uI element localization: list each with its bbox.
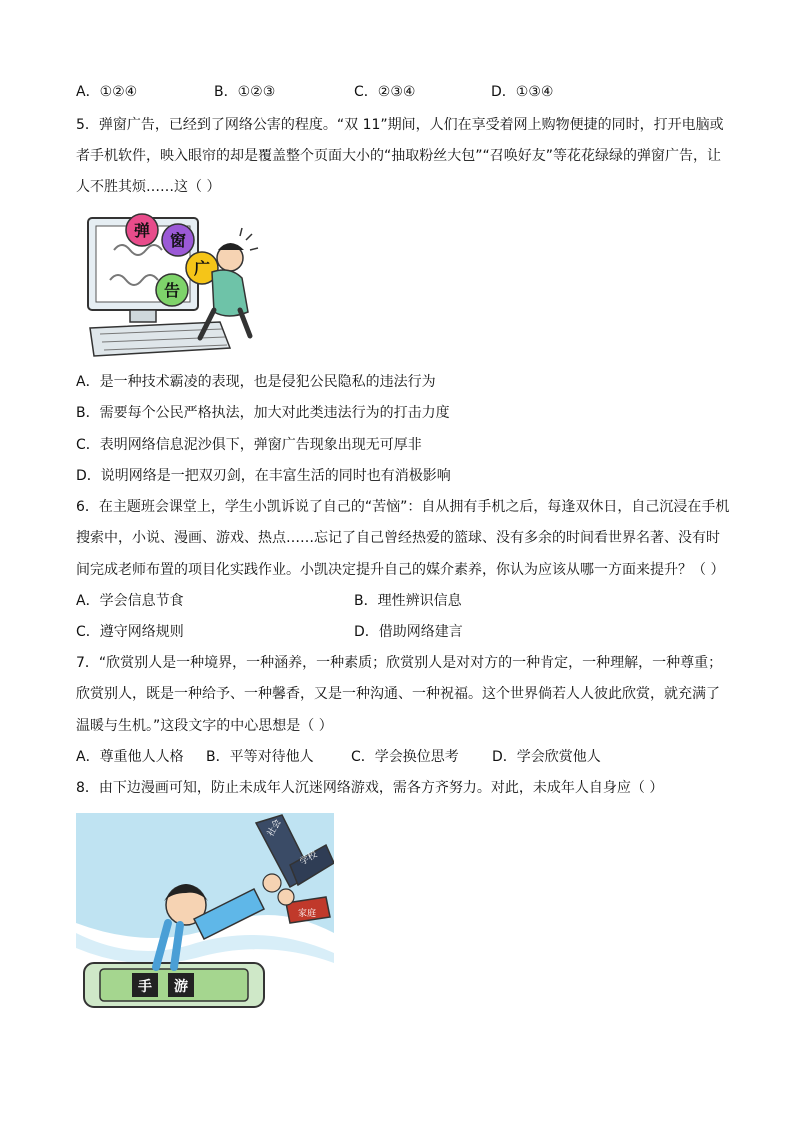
person-shirt [212, 270, 248, 316]
q4-option-b: B．①②③ [214, 84, 276, 100]
school-label: 学校 [298, 849, 320, 868]
q7-option-a: A．尊重他人人格 [76, 749, 184, 765]
q4-option-d: D．①③④ [491, 84, 554, 100]
family-label: 家庭 [298, 909, 317, 919]
q5-option-c: C．表明网络信息泥沙俱下，弹窗广告现象出现无可厚非 [76, 437, 422, 453]
q6-stem-line-2: 搜索中，小说、漫画、游戏、热点……忘记了自己曾经热爱的篮球、没有多余的时间看世界名著、没有时 [76, 530, 720, 546]
q6-stem-line-1: 6．在主题班会课堂上，学生小凯诉说了自己的“苦恼”：自从拥有手机之后，每逢双休日，自己沉浸在手机 [76, 499, 730, 515]
popup-char-1: 弹 [133, 221, 151, 240]
popup-char-4: 告 [163, 281, 181, 300]
q5-stem-line-1: 5．弹窗广告，已经到了网络公害的程度。“双 11”期间，人们在享受着网上购物便捷的同时，打开电脑或 [76, 117, 724, 133]
q7-stem-line-1: 7．“欣赏别人是一种境界，一种涵养，一种素质；欣赏别人是对对方的一种肯定，一种理解，一种尊重； [76, 655, 723, 671]
popup-char-3: 广 [193, 259, 211, 278]
q5-cartoon-svg [80, 210, 260, 360]
q6-option-b: B．理性辨识信息 [354, 593, 462, 609]
monitor-stand [130, 310, 156, 322]
q7-option-d: D．学会欣赏他人 [492, 749, 601, 765]
impact-marks [240, 228, 258, 250]
q6-option-c: C．遵守网络规则 [76, 624, 184, 640]
q7-option-c: C．学会换位思考 [351, 749, 459, 765]
q6-stem-line-3: 间完成老师布置的项目化实践作业。小凯决定提升自己的媒介素养，你认为应该从哪一方面来提升？（ ） [76, 562, 725, 578]
person-hair [218, 243, 244, 250]
society-label: 社会 [265, 817, 284, 839]
q8-game-addiction-cartoon [76, 813, 334, 1013]
pulling-hand [278, 889, 294, 905]
q5-stem-line-2: 者手机软件，映入眼帘的却是覆盖整个页面大小的“抽取粉丝大包”“召唤好友”等花花绿绿的弹窗广告，让 [76, 148, 722, 164]
q5-option-d: D．说明网络是一把双刃剑，在丰富生活的同时也有消极影响 [76, 468, 451, 484]
q6-option-a: A．学会信息节食 [76, 593, 184, 609]
keyboard [90, 322, 230, 356]
q4-option-c: C．②③④ [354, 84, 416, 100]
q8-cartoon-svg [76, 813, 334, 1013]
q5-option-a: A．是一种技术霸凌的表现，也是侵犯公民隐私的违法行为 [76, 374, 436, 390]
popup-char-2: 窗 [169, 231, 187, 250]
game-char-1: 手 [138, 979, 152, 995]
q5-option-b: B．需要每个公民严格执法，加大对此类违法行为的打击力度 [76, 405, 450, 421]
q8-stem-line-1: 8．由下边漫画可知，防止未成年人沉迷网络游戏，需各方齐努力。对此，未成年人自身应（ ） [76, 780, 664, 796]
q7-option-b: B．平等对待他人 [206, 749, 314, 765]
q7-stem-line-2: 欣赏别人，既是一种给予、一种馨香，又是一种沟通、一种祝福。这个世界倘若人人彼此欣赏，就充满了 [76, 686, 720, 702]
q4-option-a: A．①②④ [76, 84, 138, 100]
q7-stem-line-3: 温暖与生机。”这段文字的中心思想是（ ） [76, 718, 333, 734]
game-char-2: 游 [174, 979, 188, 995]
q6-option-d: D．借助网络建言 [354, 624, 463, 640]
q5-popup-ad-cartoon [80, 210, 260, 360]
pulling-hand [263, 874, 281, 892]
q5-stem-line-3: 人不胜其烦……这（ ） [76, 179, 221, 195]
